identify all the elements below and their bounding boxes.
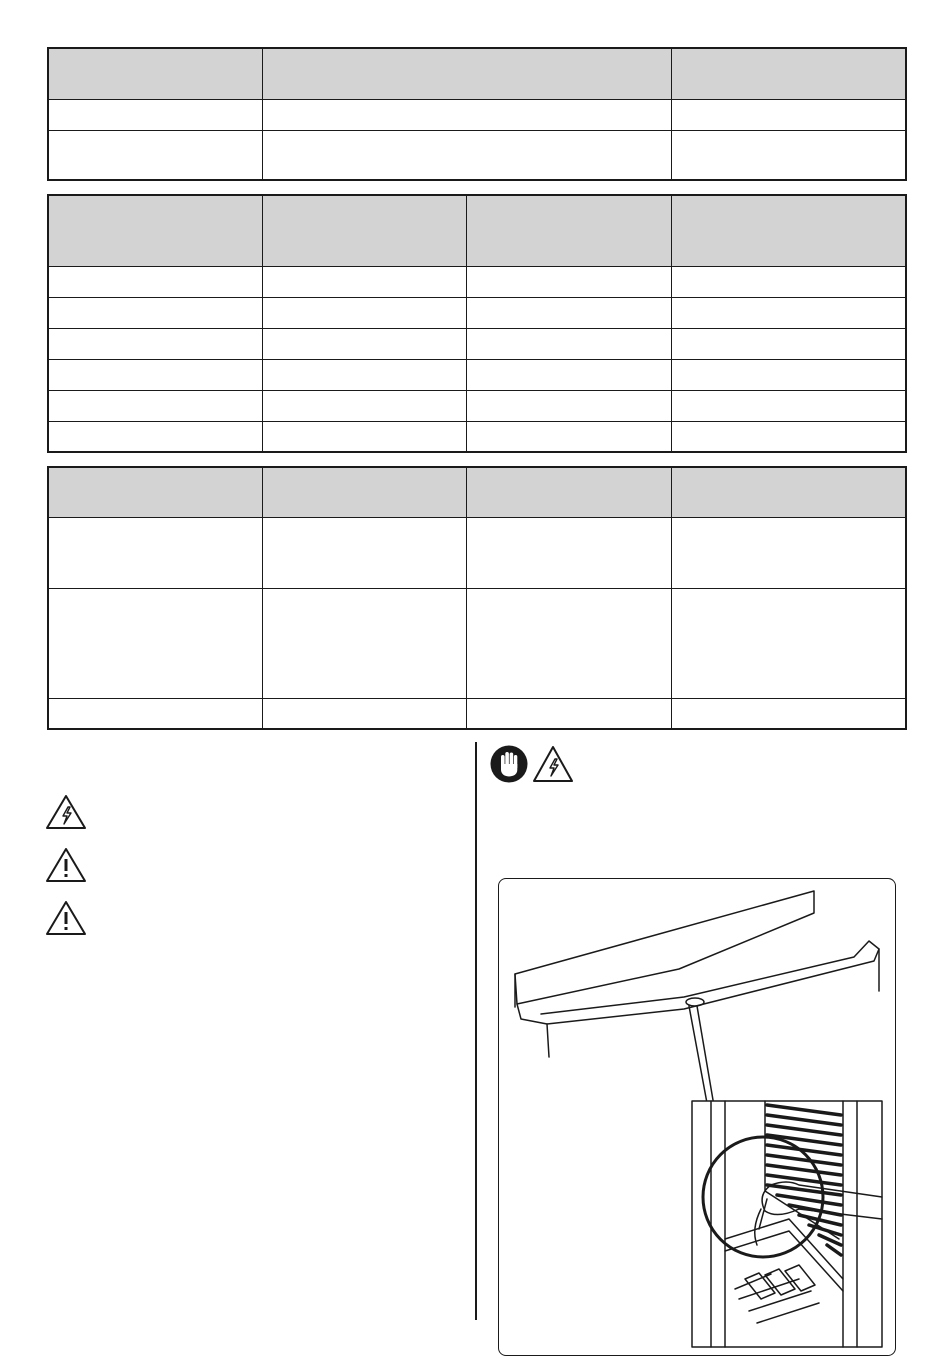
fridge-drain-hole-illustration xyxy=(499,879,895,1355)
table-cell xyxy=(466,359,671,390)
table-header-cell xyxy=(671,467,906,517)
table-header-cell xyxy=(671,195,906,266)
spec-table-1 xyxy=(47,47,907,181)
table-cell xyxy=(671,99,906,130)
table-cell xyxy=(466,390,671,421)
table-cell xyxy=(262,421,466,452)
table-cell xyxy=(262,130,671,180)
table-cell xyxy=(48,359,262,390)
table-header-cell xyxy=(466,467,671,517)
table-cell xyxy=(671,328,906,359)
table-cell xyxy=(466,266,671,297)
table-header-row xyxy=(48,195,906,266)
table-cell xyxy=(466,297,671,328)
table-cell xyxy=(48,390,262,421)
no-touch-hand-icon xyxy=(489,744,529,784)
table-cell xyxy=(262,328,466,359)
spec-table-3 xyxy=(47,466,907,730)
electric-shock-warning-icon xyxy=(531,744,575,784)
table-header-row xyxy=(48,48,906,99)
table-row xyxy=(48,359,906,390)
spec-table-2 xyxy=(47,194,907,453)
table-cell xyxy=(671,588,906,698)
table-cell xyxy=(48,328,262,359)
table-header-cell xyxy=(48,467,262,517)
table-header-cell xyxy=(48,195,262,266)
table-cell xyxy=(466,517,671,588)
caution-warning-icon xyxy=(44,899,88,937)
table-header-cell xyxy=(262,467,466,517)
table-cell xyxy=(466,421,671,452)
table-row xyxy=(48,421,906,452)
table-row xyxy=(48,266,906,297)
table-cell xyxy=(262,390,466,421)
table-cell xyxy=(671,266,906,297)
table-row xyxy=(48,390,906,421)
table-cell xyxy=(48,266,262,297)
table-row xyxy=(48,99,906,130)
table-header-cell xyxy=(48,48,262,99)
table-row xyxy=(48,328,906,359)
table-header-row xyxy=(48,467,906,517)
table-row xyxy=(48,130,906,180)
table-header-cell xyxy=(262,48,671,99)
table-cell xyxy=(466,328,671,359)
electric-shock-warning-icon xyxy=(44,793,88,831)
caution-warning-icon xyxy=(44,846,88,884)
table-cell xyxy=(48,99,262,130)
table-cell xyxy=(48,517,262,588)
table-row xyxy=(48,588,906,698)
table-cell xyxy=(48,130,262,180)
table-cell xyxy=(262,588,466,698)
table-cell xyxy=(48,297,262,328)
table-cell xyxy=(466,588,671,698)
table-row xyxy=(48,698,906,729)
table-cell xyxy=(466,698,671,729)
table-header-cell xyxy=(262,195,466,266)
table-cell xyxy=(48,588,262,698)
table-header-cell xyxy=(466,195,671,266)
table-cell xyxy=(262,359,466,390)
table-cell xyxy=(671,421,906,452)
table-cell xyxy=(671,130,906,180)
table-cell xyxy=(671,297,906,328)
table-cell xyxy=(48,698,262,729)
table-cell xyxy=(671,517,906,588)
table-cell xyxy=(262,99,671,130)
table-cell xyxy=(671,390,906,421)
table-cell xyxy=(262,266,466,297)
table-cell xyxy=(48,421,262,452)
table-cell xyxy=(262,517,466,588)
table-row xyxy=(48,517,906,588)
table-cell xyxy=(262,297,466,328)
table-header-cell xyxy=(671,48,906,99)
table-cell xyxy=(671,698,906,729)
column-divider xyxy=(475,742,477,1320)
table-cell xyxy=(671,359,906,390)
illustration-frame xyxy=(498,878,896,1356)
table-cell xyxy=(262,698,466,729)
table-row xyxy=(48,297,906,328)
